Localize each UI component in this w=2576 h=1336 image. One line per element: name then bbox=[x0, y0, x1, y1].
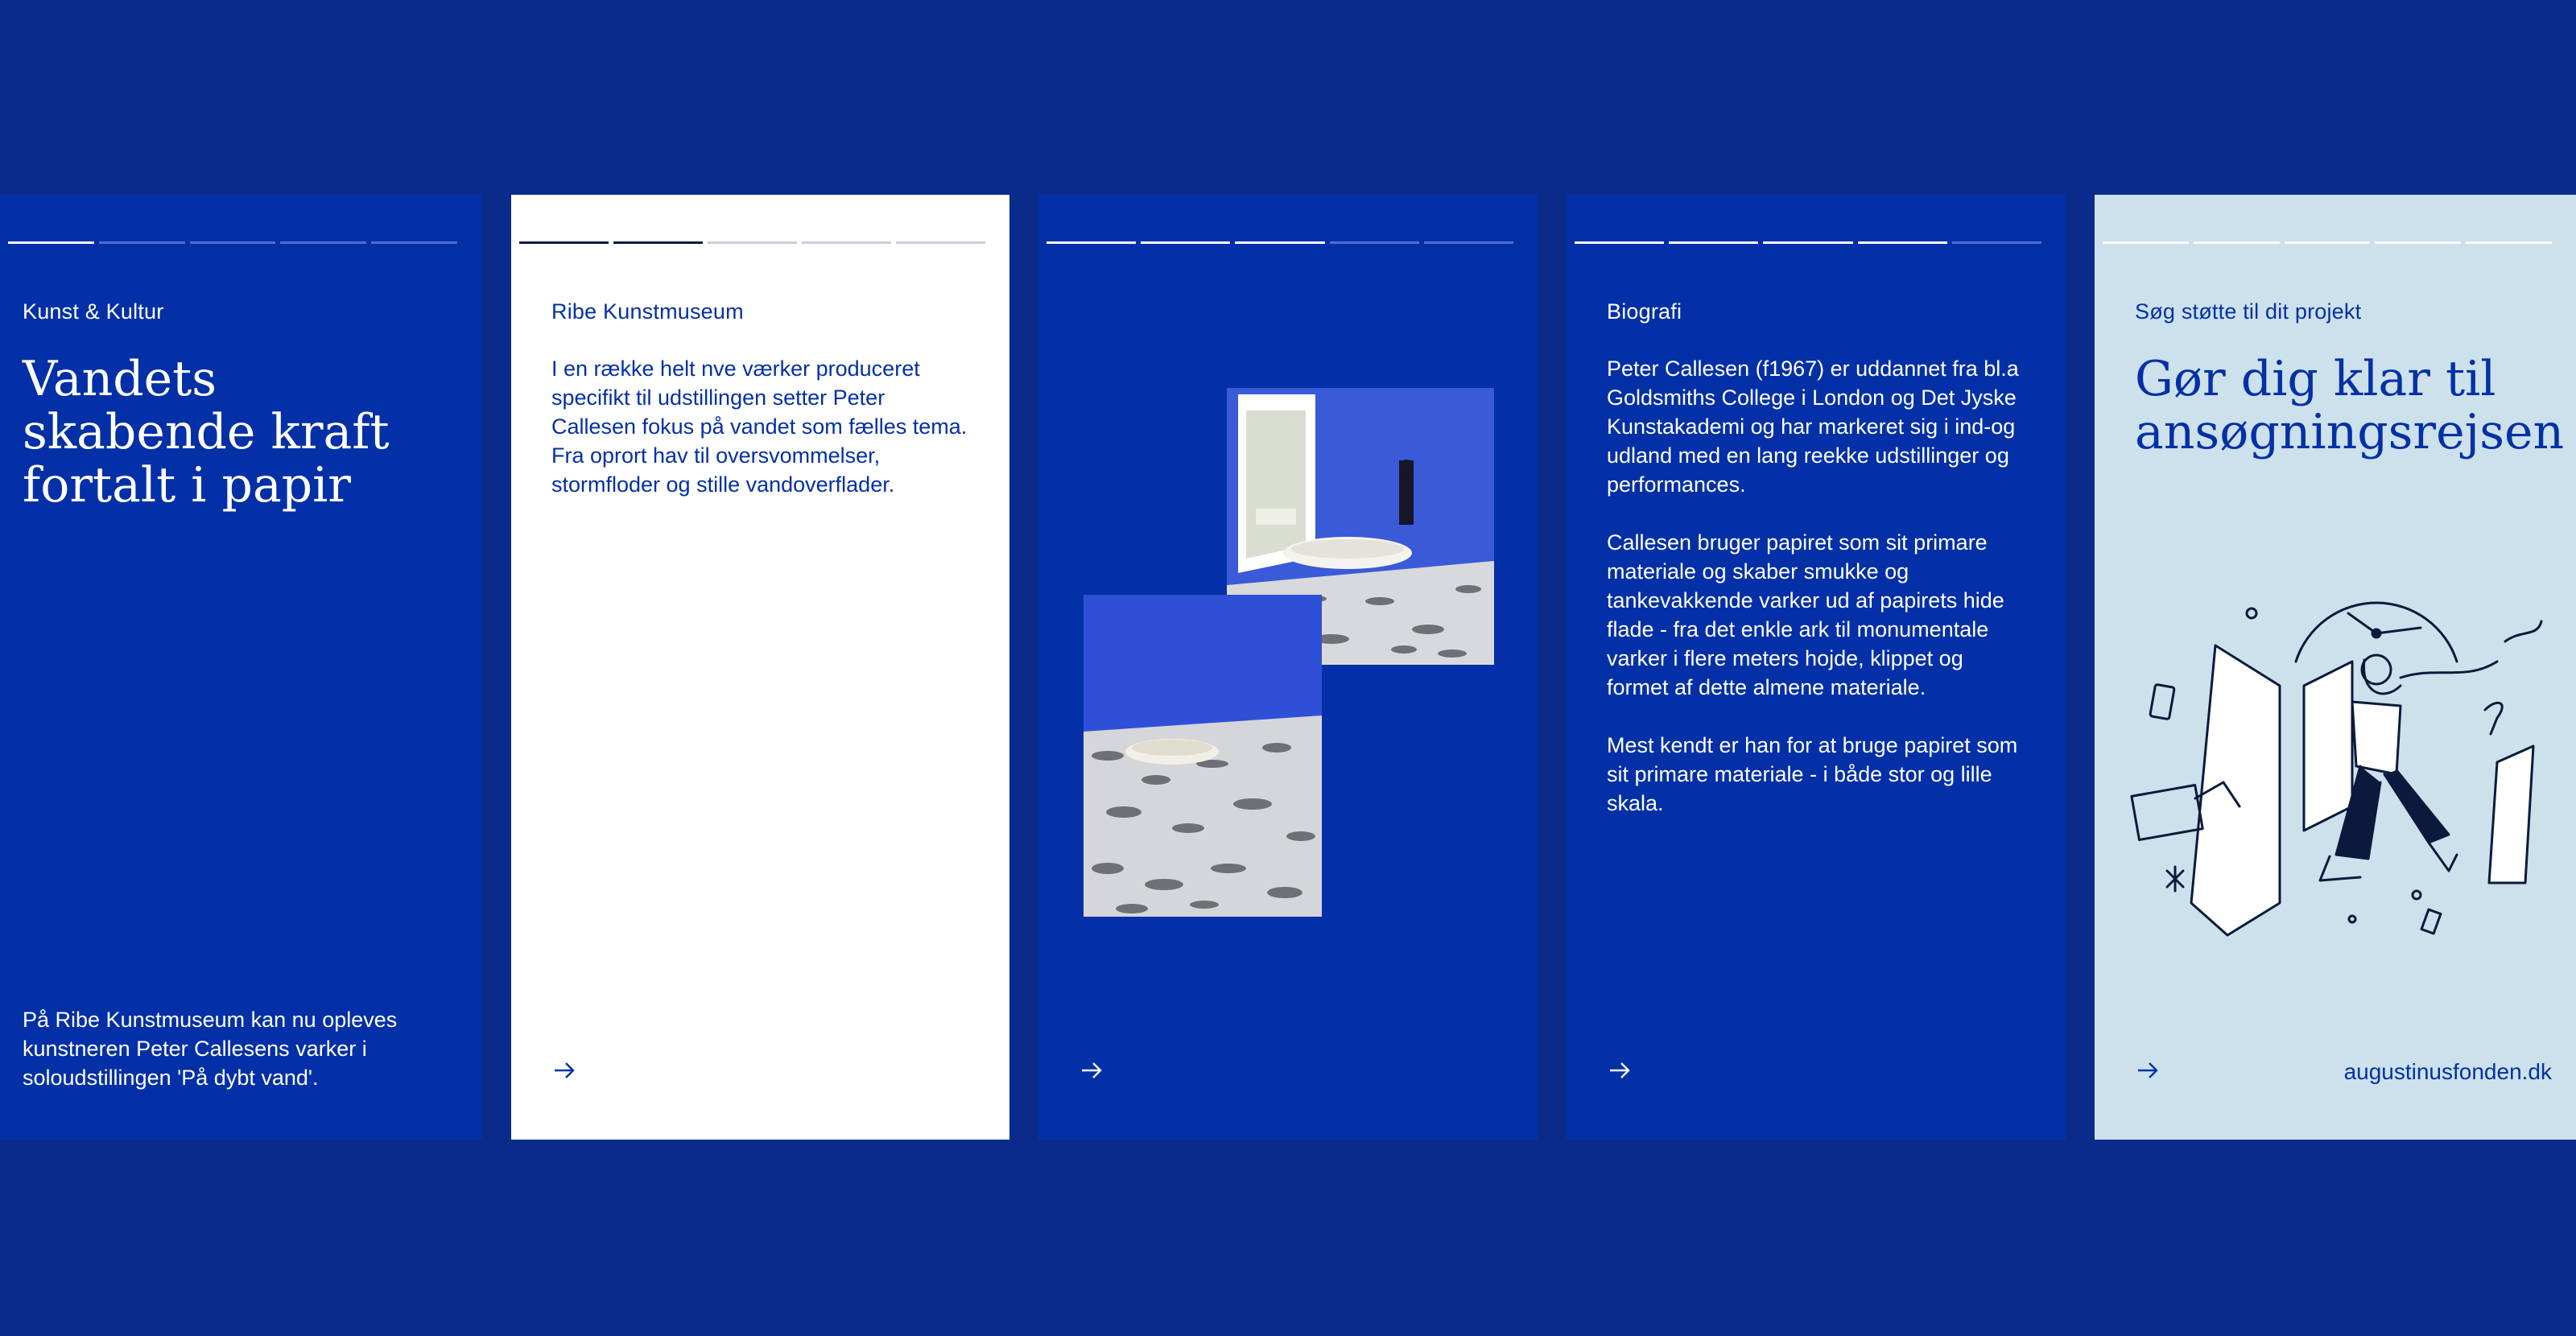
website-link[interactable]: augustinusfonden.dk bbox=[2343, 1059, 2552, 1084]
card-intro-text: På Ribe Kunstmuseum kan nu opleves kunstneren Peter Callesens varker i soloudstillingen 'På dybt vand'. bbox=[23, 1008, 398, 1090]
progress-segment bbox=[2103, 241, 2189, 244]
story-card-2 bbox=[511, 195, 1009, 1140]
progress-segment bbox=[1858, 241, 1947, 244]
progress-segment bbox=[802, 241, 891, 244]
story-progress bbox=[1575, 241, 2041, 244]
progress-segment bbox=[1763, 241, 1852, 244]
story-card-1 bbox=[0, 195, 481, 1140]
progress-segment bbox=[2194, 241, 2280, 244]
progress-segment bbox=[1330, 241, 1419, 244]
progress-segment bbox=[2285, 241, 2371, 244]
progress-segment bbox=[1424, 241, 1513, 244]
story-card-4 bbox=[1567, 195, 2066, 1140]
card-label: Biografi bbox=[1607, 299, 1682, 324]
progress-segment bbox=[613, 241, 703, 244]
card-label: Søg støtte til dit projekt bbox=[2135, 299, 2362, 324]
story-progress bbox=[1046, 241, 1513, 244]
progress-segment bbox=[519, 241, 609, 244]
card-headline: Vandets skabende kraft fortalt i papir bbox=[23, 351, 390, 513]
progress-segment bbox=[190, 241, 276, 244]
story-progress bbox=[519, 241, 985, 244]
arrow-right-icon[interactable] bbox=[2135, 1058, 2161, 1083]
story-card-3 bbox=[1038, 195, 1538, 1140]
progress-segment bbox=[1952, 241, 2041, 244]
arrow-right-icon[interactable] bbox=[1607, 1058, 1633, 1083]
progress-segment bbox=[2466, 241, 2552, 244]
arrow-right-icon[interactable] bbox=[1079, 1058, 1104, 1083]
story-progress bbox=[2103, 241, 2552, 244]
progress-segment bbox=[1235, 241, 1324, 244]
story-progress bbox=[8, 241, 457, 244]
card-body-text: Peter Callesen (f1967) er uddannet fra bl.a Goldsmiths College i London og Det Jyske Kunstakademi og har markeret sig i ind-og udland med en lang reekke udstillinger og performances. Callesen bruger papiret som sit primare materiale og skaber smukke og tankevakkende varker ud af papirets hide flade - fra det enkle ark til monumentale varker i flere meters hojde, klippet og formet af dette almene materiale. Mest kendt er han for at bruge papiret som sit primare materiale - i både stor og lille skala. bbox=[1607, 357, 2019, 815]
card-label: Kunst & Kultur bbox=[23, 299, 164, 324]
progress-segment bbox=[8, 241, 94, 244]
card-headline: Gør dig klar til ansøgningsrejsen bbox=[2135, 351, 2565, 460]
arrow-right-icon[interactable] bbox=[551, 1058, 577, 1083]
door-illustration bbox=[2119, 565, 2570, 967]
progress-segment bbox=[99, 241, 185, 244]
progress-segment bbox=[708, 241, 797, 244]
progress-segment bbox=[1046, 241, 1136, 244]
story-card-5 bbox=[2095, 195, 2576, 1140]
progress-segment bbox=[1575, 241, 1664, 244]
exhibition-photo-floor bbox=[1084, 595, 1322, 917]
card-label: Ribe Kunstmuseum bbox=[551, 299, 744, 324]
progress-segment bbox=[280, 241, 366, 244]
progress-segment bbox=[2375, 241, 2461, 244]
card-body-text: I en række helt nve værker produceret specifikt til udstillingen setter Peter Callesen fokus på vandet som fælles tema. Fra oprort hav til oversvommelser, stormfloder og stille vandoverflader. bbox=[551, 357, 968, 497]
progress-segment bbox=[371, 241, 457, 244]
progress-segment bbox=[896, 241, 985, 244]
progress-segment bbox=[1141, 241, 1230, 244]
progress-segment bbox=[1669, 241, 1758, 244]
